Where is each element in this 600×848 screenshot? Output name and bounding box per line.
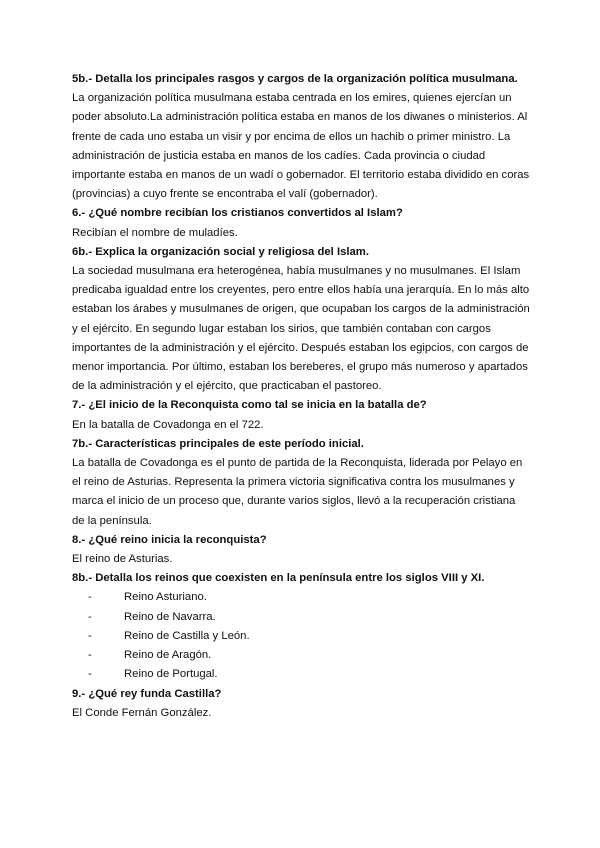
answer-paragraph: La batalla de Covadonga es el punto de partida de la Reconquista, liderada por Pelayo en el reino de Asturias. Representa la primera victoria significativa contra los musulmanes y marca el inicio de un proceso que, durante varios siglos, llevó a la recuperación cristiana de la península.	[72, 457, 523, 527]
list-item-text: Reino de Navarra.	[124, 610, 216, 623]
section-5b	[72, 70, 530, 204]
list-item	[88, 646, 530, 665]
dash-bullet: -	[88, 668, 92, 681]
list-item-text: Reino de Portugal.	[124, 668, 218, 681]
question-heading: 6.- ¿Qué nombre recibían los cristianos convertidos al Islam?	[72, 207, 403, 220]
question-heading: 8b.- Detalla los reinos que coexisten en la península entre los siglos VIII y XI.	[72, 572, 485, 585]
section-6b	[72, 243, 530, 397]
question-heading: 7.- ¿El inicio de la Reconquista como tal se inicia en la batalla de?	[72, 399, 427, 412]
question-heading: 5b.- Detalla los principales rasgos y cargos de la organización política musulmana.	[72, 73, 518, 85]
kingdoms-list	[72, 588, 530, 684]
dash-bullet: -	[88, 649, 92, 662]
list-item	[88, 608, 530, 627]
dash-bullet: -	[88, 610, 92, 623]
list-item	[88, 588, 530, 607]
section-6	[72, 204, 530, 242]
list-item-text: Reino de Castilla y León.	[124, 629, 250, 642]
question-heading: 8.- ¿Qué reino inicia la reconquista?	[72, 533, 267, 546]
list-item-text: Reino de Aragón.	[124, 649, 212, 662]
section-9	[72, 685, 530, 723]
question-heading: 9.- ¿Qué rey funda Castilla?	[72, 687, 222, 700]
answer-paragraph: En la batalla de Covadonga en el 722.	[72, 418, 264, 431]
section-8b	[72, 569, 530, 684]
answer-paragraph: La organización política musulmana estaba centrada en los emires, quienes ejercían un poder absoluto.La administración política estaba en manos de los diwanes o ministerios. Al frente de cada uno estaba un visir y por encima de ellos un hachib o primer ministro. La administración de justicia estaba en manos de los cadíes. Cada provincia o ciudad importante estaba en manos de un wadí o gobernador. El territorio estaba dividido en coras (provincias) a cuyo frente se encontraba el valí (gobernador).	[72, 92, 530, 201]
dash-bullet: -	[88, 591, 92, 604]
answer-paragraph: El reino de Asturias.	[72, 553, 173, 566]
list-item	[88, 665, 530, 684]
list-item-text: Reino Asturiano.	[124, 591, 207, 604]
answer-paragraph: La sociedad musulmana era heterogénea, había musulmanes y no musulmanes. El Islam predicaba igualdad entre los creyentes, pero entre ellos había una jerarquía. En lo más alto estaban los árabes y musulmanes de origen, que ocupaban los cargos de la administración y el ejército. En segundo lugar estaban los sirios, que también contaban con cargos importantes de la administración y el ejército. Después estaban los egipcios, con cargos de menor importancia. Por último, estaban los bereberes, el grupo más numeroso y apartados de la administración y el ejército, que practicaban el pastoreo.	[72, 265, 530, 393]
answer-paragraph: Recibían el nombre de muladíes.	[72, 226, 238, 239]
document-page	[72, 70, 530, 723]
question-heading: 7b.- Características principales de este período inicial.	[72, 437, 364, 450]
answer-paragraph: El Conde Fernán González.	[72, 706, 212, 719]
section-7	[72, 396, 530, 434]
list-item	[88, 627, 530, 646]
dash-bullet: -	[88, 629, 92, 642]
section-7b	[72, 435, 530, 531]
section-8	[72, 531, 530, 569]
question-heading: 6b.- Explica la organización social y religiosa del Islam.	[72, 245, 369, 258]
